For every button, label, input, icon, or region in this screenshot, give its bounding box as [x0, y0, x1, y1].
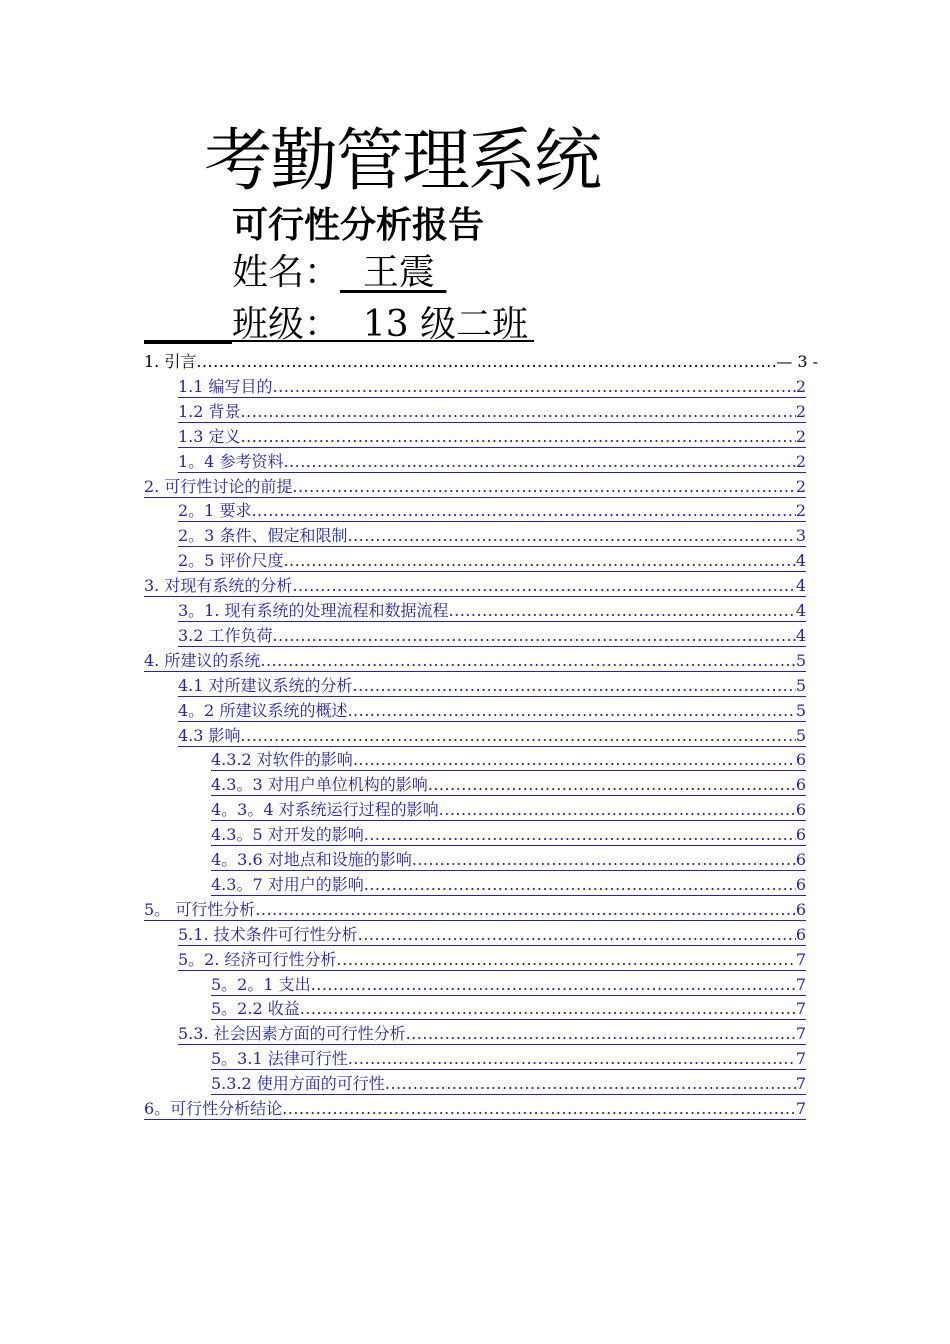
- toc-leader-dots: [260, 651, 795, 671]
- toc-entry-page: 6: [795, 874, 806, 894]
- toc-leader-dots: [241, 726, 796, 746]
- toc-entry[interactable]: [211, 995, 806, 1020]
- class-leading-underline: [144, 304, 232, 344]
- toc-entry[interactable]: [178, 373, 806, 398]
- toc-entry[interactable]: [178, 522, 806, 547]
- toc-entry-page: — 3 -: [776, 352, 818, 371]
- toc-entry-title: 4. 所建议的系统: [144, 650, 261, 670]
- toc-entry[interactable]: [211, 771, 806, 796]
- class-underline: [144, 340, 534, 342]
- toc-entry[interactable]: [178, 547, 806, 572]
- toc-entry-page: 7: [795, 1049, 806, 1069]
- toc-leader-dots: [364, 875, 796, 895]
- toc-entry-page: 2: [795, 501, 806, 521]
- toc-entry[interactable]: [178, 697, 806, 722]
- toc-entry-page: 6: [795, 850, 806, 869]
- toc-entry-title: 4.3。3 对用户单位机构的影响: [211, 775, 428, 795]
- toc-entry-title: 5。 可行性分析: [144, 899, 256, 919]
- toc-entry[interactable]: [211, 746, 806, 771]
- toc-entry-title: 5.1. 技术条件可行性分析: [178, 924, 358, 944]
- toc-entry-title: 4.3。5 对开发的影响: [211, 825, 364, 845]
- toc-entry[interactable]: [144, 647, 806, 672]
- toc-entry[interactable]: [178, 448, 806, 473]
- document-title: 考勤管理系统: [204, 122, 601, 201]
- name-label: 姓名：: [232, 252, 341, 293]
- toc-leader-dots: [337, 950, 796, 970]
- toc-entry-title: 4。3.6 对地点和设施的影响: [211, 850, 412, 869]
- toc-entry-title: 3. 对现有系统的分析: [144, 576, 293, 596]
- toc-entry-page: 2: [795, 476, 806, 496]
- toc-entry-page: 2: [795, 376, 806, 396]
- toc-leader-dots: [449, 601, 796, 621]
- toc-entry-title: 3。1. 现有系统的处理流程和数据流程: [178, 601, 449, 620]
- toc-entry-title: 6。可行性分析结论: [144, 1099, 283, 1118]
- toc-entry[interactable]: [144, 473, 806, 498]
- toc-entry[interactable]: [178, 597, 806, 622]
- toc-leader-dots: [364, 825, 796, 845]
- toc-entry[interactable]: [178, 921, 806, 946]
- toc-entry-page: 6: [795, 750, 806, 770]
- toc-entry-title: 1.1 编写目的: [178, 376, 273, 396]
- toc-entry-page: 6: [795, 775, 806, 795]
- toc-entry[interactable]: [211, 796, 806, 821]
- toc-entry-title: 5.3.2 使用方面的可行性: [211, 1074, 385, 1094]
- toc-entry[interactable]: [178, 423, 806, 448]
- toc-leader-dots: [292, 477, 795, 497]
- toc-entry-page: 7: [795, 1099, 806, 1118]
- toc-entry-title: 1.2 背景: [178, 401, 241, 421]
- toc-leader-dots: [353, 676, 796, 696]
- toc-entry[interactable]: [144, 572, 806, 597]
- toc-entry-title: 5。2. 经济可行性分析: [178, 949, 337, 969]
- toc-entry-page: 6: [795, 825, 806, 845]
- toc-entry[interactable]: [211, 1070, 806, 1095]
- toc-leader-dots: [241, 427, 796, 447]
- toc-leader-dots: [273, 377, 796, 397]
- toc-leader-dots: [273, 626, 796, 646]
- toc-leader-dots: [282, 1099, 796, 1119]
- toc-entry-page: 4: [795, 601, 806, 620]
- toc-entry-title: 4.3。7 对用户的影响: [211, 874, 364, 894]
- toc-leader-dots: [300, 999, 796, 1019]
- toc-entry-page: 4: [795, 576, 806, 596]
- toc-leader-dots: [439, 800, 796, 820]
- toc-entry-title: 2。1 要求: [178, 501, 252, 521]
- toc-entry[interactable]: [211, 821, 806, 846]
- toc-entry[interactable]: [211, 871, 806, 896]
- toc-entry-page: 2: [795, 451, 806, 471]
- document-subtitle: 可行性分析报告: [232, 204, 485, 246]
- toc-entry: [144, 348, 818, 372]
- toc-entry[interactable]: [211, 1045, 806, 1070]
- name-row: [232, 250, 446, 296]
- toc-entry[interactable]: [211, 846, 806, 871]
- class-label: 班级：: [232, 304, 341, 345]
- toc-entry-page: 5: [795, 700, 806, 720]
- toc-entry[interactable]: [178, 1020, 806, 1045]
- toc-entry-page: 5: [795, 725, 806, 745]
- toc-leader-dots: [196, 352, 776, 372]
- toc-leader-dots: [428, 775, 796, 795]
- toc-leader-dots: [283, 551, 795, 571]
- toc-entry-page: 3: [795, 526, 806, 546]
- name-value-underlined: [340, 252, 446, 293]
- toc-entry-page: 2: [795, 426, 806, 446]
- toc-entry[interactable]: [178, 622, 806, 647]
- toc-entry-page: 4: [795, 625, 806, 645]
- toc-leader-dots: [251, 501, 795, 521]
- toc-leader-dots: [255, 900, 796, 920]
- toc-entry-title: 4.3 影响: [178, 725, 241, 745]
- toc-entry-title: 5。2.2 收益: [211, 999, 300, 1019]
- toc-entry-title: 1. 引言: [144, 352, 197, 371]
- toc-leader-dots: [358, 925, 796, 945]
- toc-entry-page: 4: [795, 551, 806, 571]
- toc-leader-dots: [347, 526, 795, 546]
- toc-leader-dots: [353, 750, 796, 770]
- toc-entry-title: 4.3.2 对软件的影响: [211, 750, 353, 770]
- toc-entry-page: 6: [795, 800, 806, 820]
- toc-entry-title: 5。2。1 支出: [211, 974, 311, 994]
- toc-entry-title: 1.3 定义: [178, 426, 241, 446]
- toc-entry[interactable]: [178, 722, 806, 747]
- toc-entry-page: 6: [795, 899, 806, 919]
- toc-leader-dots: [348, 1049, 796, 1069]
- toc-leader-dots: [347, 701, 795, 721]
- toc-entry-page: 7: [795, 974, 806, 994]
- toc-entry-title: 1。4 参考资料: [178, 451, 284, 471]
- toc-entry[interactable]: [211, 971, 806, 996]
- toc-entry-title: 4.1 对所建议系统的分析: [178, 675, 353, 695]
- toc-entry[interactable]: [144, 1095, 806, 1120]
- toc-leader-dots: [292, 576, 795, 596]
- toc-entry-title: 2。5 评价尺度: [178, 551, 284, 571]
- toc-entry-title: 5。3.1 法律可行性: [211, 1049, 348, 1069]
- toc-leader-dots: [406, 1024, 796, 1044]
- toc-entry[interactable]: [178, 497, 806, 522]
- toc-entry-page: 2: [795, 401, 806, 421]
- toc-entry-page: 6: [795, 924, 806, 944]
- toc-entry-page: 7: [795, 1024, 806, 1044]
- toc-leader-dots: [241, 402, 796, 422]
- toc-entry-title: 3.2 工作负荷: [178, 625, 273, 645]
- name-value: 王震: [362, 252, 435, 293]
- toc-entry-title: 2。3 条件、假定和限制: [178, 526, 348, 546]
- class-value: 13 级二班: [362, 304, 529, 345]
- toc-leader-dots: [311, 975, 796, 995]
- toc-leader-dots: [283, 452, 795, 472]
- toc-entry-page: 7: [795, 999, 806, 1019]
- toc-leader-dots: [412, 850, 796, 870]
- toc-entry[interactable]: [178, 672, 806, 697]
- toc-entry-title: 2. 可行性讨论的前提: [144, 476, 293, 496]
- toc-entry-page: 5: [795, 675, 806, 695]
- toc-entry-title: 5.3. 社会因素方面的可行性分析: [178, 1024, 406, 1044]
- toc-entry-page: 5: [795, 650, 806, 670]
- toc-leader-dots: [385, 1074, 796, 1094]
- toc-entry-title: 4。2 所建议系统的概述: [178, 700, 348, 720]
- toc-entry[interactable]: [178, 946, 806, 971]
- toc-entry-page: 7: [795, 1074, 806, 1094]
- toc-entry-page: 7: [795, 949, 806, 969]
- toc-entry-title: 4。3。4 对系统运行过程的影响: [211, 800, 439, 820]
- toc-entry[interactable]: [144, 896, 806, 921]
- toc-entry[interactable]: [178, 398, 806, 423]
